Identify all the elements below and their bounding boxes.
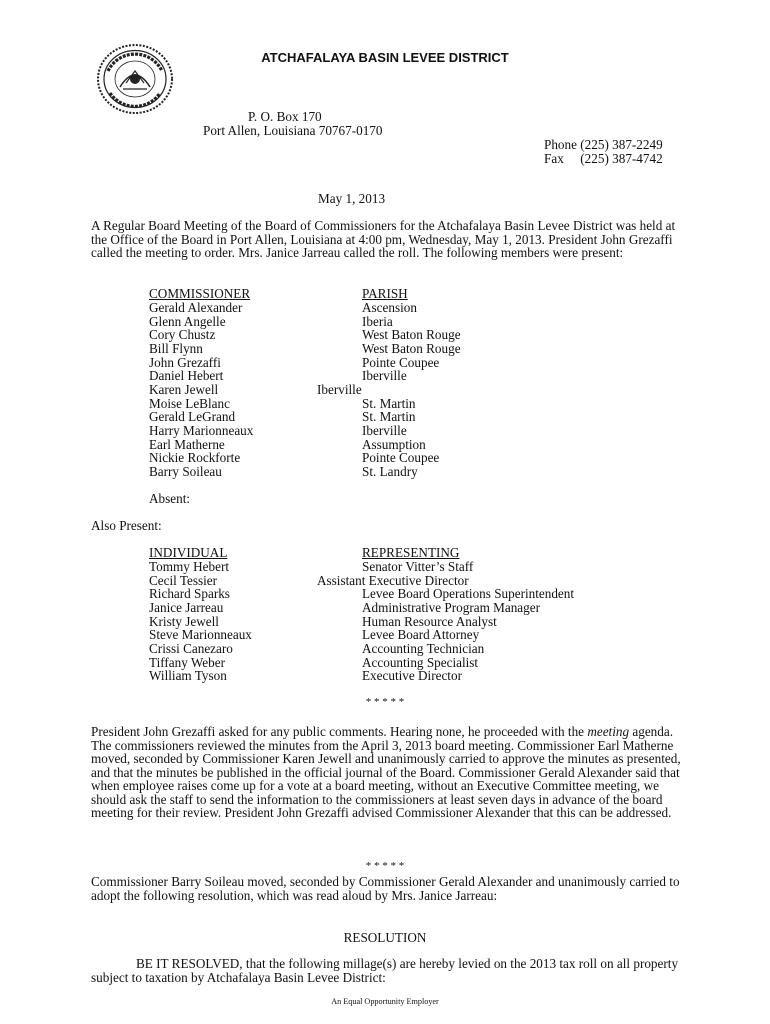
page-title: ATCHAFALAYA BASIN LEVEE DISTRICT bbox=[261, 50, 509, 65]
resolution-paragraph: BE IT RESOLVED, that the following millage(s) are hereby levied on the 2013 tax roll on all property subject to taxation by Atchafalaya Basin Levee District: bbox=[91, 956, 679, 985]
parish-name: Ascension bbox=[362, 300, 417, 315]
commissioner-column-header: COMMISSIONER bbox=[149, 286, 251, 301]
section-separator-2: * * * * * bbox=[365, 860, 405, 872]
motion-paragraph: Commissioner Barry Soileau moved, seconded by Commissioner Gerald Alexander and unanimously carried to adopt the following resolution, which was read aloud by Mrs. Janice Jarreau: bbox=[91, 874, 680, 903]
parish-name: Iberville bbox=[317, 382, 362, 398]
representing-role: Levee Board Operations Superintendent bbox=[362, 586, 575, 602]
commissioner-name: Nickie Rockforte bbox=[149, 450, 241, 466]
also-present-label: Also Present: bbox=[91, 518, 162, 533]
commissioner-name: Glenn Angelle bbox=[149, 313, 226, 329]
individual-name: William Tyson bbox=[149, 668, 227, 684]
parish-name: Assumption bbox=[362, 436, 426, 452]
individual-name: Janice Jarreau bbox=[149, 600, 224, 615]
paragraph-emphasis: meeting bbox=[587, 724, 630, 739]
individual-name: Richard Sparks bbox=[149, 586, 230, 602]
meeting-date: May 1, 2013 bbox=[318, 191, 386, 206]
individual-column-header: INDIVIDUAL bbox=[149, 545, 228, 560]
paragraph-text-continued: agenda. The commissioners reviewed the minutes from the April 3, 2013 board meeting. Commissioner Earl Matherne moved, seconded by Commissioner Karen Jewell and unanimously carried to approve the minutes as presented, and that the minutes be published in the official journal of the Board. Commissioner Gerald Alexander said that when employee raises come up for a vote at a board meeting, without an Executive Committee meeting, we should ask the staff to send the information to the commissioners at least seven days in advance of the board meeting for their review. President John Grezaffi advised Commissioner Alexander that this can be addressed. bbox=[91, 724, 681, 820]
commissioner-name: John Grezaffi bbox=[149, 354, 221, 370]
parish-name: St. Landry bbox=[362, 464, 418, 480]
representing-role: Accounting Technician bbox=[362, 641, 485, 657]
absent-label: Absent: bbox=[149, 491, 191, 506]
individual-name: Kristy Jewell bbox=[149, 613, 219, 629]
parish-name: St. Martin bbox=[362, 395, 416, 411]
address-line-1: P. O. Box 170 bbox=[248, 109, 322, 124]
commissioner-name: Daniel Hebert bbox=[149, 368, 224, 384]
address-line-2: Port Allen, Louisiana 70767-0170 bbox=[203, 123, 383, 138]
section-separator: * * * * * bbox=[365, 696, 405, 708]
commissioner-name: Bill Flynn bbox=[149, 341, 203, 356]
commissioner-name: Gerald LeGrand bbox=[149, 409, 236, 425]
parish-column-header: PARISH bbox=[362, 286, 408, 301]
commissioner-name: Gerald Alexander bbox=[149, 300, 243, 315]
parish-name: Iberville bbox=[362, 368, 407, 384]
fax-number: Fax (225) 387-4742 bbox=[544, 151, 663, 166]
intro-paragraph: A Regular Board Meeting of the Board of Commissioners for the Atchafalaya Basin Levee District was held at the Office of the Board in Port Allen, Louisiana at 4:00 pm, Wednesday, May 1, 2013. President John Grezaffi called the meeting to order. Mrs. Janice Jarreau called the roll. The following members were present: bbox=[91, 218, 676, 260]
individual-name: Steve Marionneaux bbox=[149, 627, 252, 643]
commissioner-name: Moise LeBlanc bbox=[149, 395, 230, 411]
public-comments-paragraph bbox=[91, 725, 691, 820]
commissioner-name: Cory Chustz bbox=[149, 327, 216, 343]
representing-role: Levee Board Attorney bbox=[362, 627, 480, 643]
commissioner-name: Barry Soileau bbox=[149, 464, 222, 480]
individual-name: Tiffany Weber bbox=[149, 654, 225, 670]
individual-name: Tommy Hebert bbox=[149, 559, 230, 574]
commissioner-name: Harry Marionneaux bbox=[149, 423, 254, 439]
phone-number: Phone (225) 387-2249 bbox=[544, 137, 663, 152]
individual-name: Crissi Canezaro bbox=[149, 641, 233, 657]
individual-name: Cecil Tessier bbox=[149, 572, 218, 588]
parish-name: Pointe Coupee bbox=[362, 450, 440, 466]
parish-name: West Baton Rouge bbox=[362, 327, 461, 343]
representing-role: Human Resource Analyst bbox=[362, 613, 497, 629]
representing-column-header: REPRESENTING bbox=[362, 545, 460, 560]
footer-text: An Equal Opportunity Employer bbox=[331, 997, 439, 1006]
representing-role: Administrative Program Manager bbox=[362, 600, 540, 615]
parish-name: Iberville bbox=[362, 423, 407, 439]
resolution-heading: RESOLUTION bbox=[343, 930, 427, 945]
representing-role: Senator Vitter’s Staff bbox=[362, 559, 474, 574]
representing-role: Assistant Executive Director bbox=[317, 572, 469, 588]
parish-name: West Baton Rouge bbox=[362, 341, 461, 356]
parish-name: Pointe Coupee bbox=[362, 354, 440, 370]
commissioner-name: Earl Matherne bbox=[149, 436, 225, 452]
parish-name: St. Martin bbox=[362, 409, 416, 425]
representing-role: Accounting Specialist bbox=[362, 654, 479, 670]
representing-role: Executive Director bbox=[362, 668, 462, 684]
parish-name: Iberia bbox=[362, 313, 393, 329]
paragraph-text: President John Grezaffi asked for any public comments. Hearing none, he proceeded with the bbox=[91, 724, 588, 739]
commissioner-name: Karen Jewell bbox=[149, 382, 219, 398]
